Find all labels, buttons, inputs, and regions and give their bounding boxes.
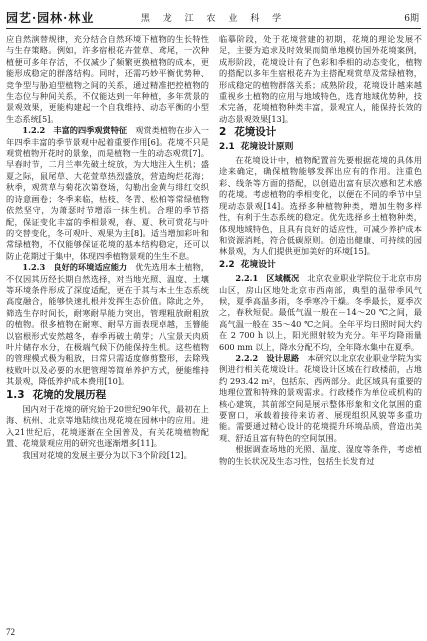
heading-text: 花境设计原则 xyxy=(240,141,294,152)
paragraph-text: 我国对花境的发展主要分为以下3个阶段[12]。 xyxy=(22,449,192,460)
right-heading-1 xyxy=(219,127,422,138)
left-paragraph-4 xyxy=(6,404,209,450)
section-label: 园艺·园林·林业 xyxy=(6,11,95,25)
heading-number: 1.3 xyxy=(6,388,25,401)
left-paragraph-2 xyxy=(6,262,209,387)
heading-text: 花境的发展历程 xyxy=(32,388,107,401)
left-paragraph-0 xyxy=(6,34,209,125)
paragraph-text: 临摹阶段，处于花境营建的初期，花境的理论发展不足，主要为追求及时效果而简单地模仿国外花境案例，成形阶段，花境设计有了色彩和季相的动态变化，植物的搭配以多年生宿根花卉为主搭配观赏草及常绿植物，形成稳定的植物群落关系；成熟阶段，花境设计越来越重视乡土植物的应用与地域特色，选育地域优势种，技术完备，花境植物种类丰富，景观宜人，能保持长效的动态景观效果[13]。 xyxy=(219,34,422,124)
subsection-heading: 2.2.1 区域概况 xyxy=(235,273,300,284)
journal-title: 黑 龙 江 农 业 科 学 xyxy=(140,14,287,24)
paragraph-text: 在花境设计中，植物配置首先要根据花境的具体用途来确定，确保植物能够发挥出应有的作用。注重色彩、线条等方面的搭配，以创造出富有层次感和艺术感的花境。考虑植物的季相变化，以便在不同的季节中呈现动态景观[14]。选择多种植物种类，增加生物多样性，有利于生态系统的稳定。优先选择乡土植物种类，体现地域特色，且具有良好的适应性，可减少养护成本和资源消耗，符合低碳原则。创造出健康、可持续的园林景观，为人们提供更加美好的环境[15]。 xyxy=(219,155,422,257)
page-number: 72 xyxy=(6,627,15,637)
subsection-heading: 1.2.3 良好的环境适应能力 xyxy=(22,262,128,273)
right-heading-4 xyxy=(219,260,422,271)
heading-text: 花境设计 xyxy=(234,126,277,139)
right-paragraph-6 xyxy=(219,353,422,444)
right-column xyxy=(219,34,422,467)
paragraph-text: 应自然演替规律，充分结合自然环境下植物的生长特性与生存策略。例如，许多宿根花卉萱草、鸢尾，一次种植便可多年存活，不仅减少了频繁更换植物的成本，更能形成稳定的群落结构。同时，还需巧妙平衡优势种、竞争型与胁迫型植物之间的关系，通过精准把控植物的生态位与种间关系，不仅能达到一年种植，多年赏景的景观效果，更能构建起一个自我维持、动态平衡的小型生态系统[5]。 xyxy=(6,34,209,124)
running-header xyxy=(6,8,421,29)
paragraph-text: 根据调查场地的光照、温度、湿度等条件，考虑植物的生长状况及生态习性，包括生长发育过 xyxy=(219,444,422,466)
right-paragraph-0 xyxy=(219,34,422,125)
left-heading-3 xyxy=(6,390,209,401)
left-column xyxy=(6,34,209,461)
paragraph-text: 本研究以北京农业职业学院为实例进行相关花境设计。花境设计区域在行政楼前，占地约 293.42 m²，包括东、西两部分。此区域具有重要的地理位置和特殊的景观需求。行政楼作为单位或机构的核心建筑，其前部空间是展示整体形象和文化氛围的重要窗口，承载着接待来访者、展现组织风貌等多重功能。需要通过精心设计的花境提升环境品质，营造出美观、舒适且富有特色的空间氛围。 xyxy=(219,352,422,443)
right-heading-2 xyxy=(219,142,422,153)
paragraph-text: 国内对于花境的研究始于20世纪90年代，最初在上海、杭州、北京等地陆续出现花境在园林中的应用。进入21世纪后，花境逐渐在全国普及，有关花境植物配置、花境景观应用的研究也逐渐增多[11]。 xyxy=(6,404,209,449)
heading-number: 2 xyxy=(219,126,227,139)
heading-text: 花境设计 xyxy=(240,259,276,270)
paragraph-text: 观赏类植物在步入一年四季丰富的季节景观中起着重要作用[6]。花境不只是观赏植物开花时的景象，而是植物一生的动态观赏[7]。早春时节，二月兰率先破土绽放，为大地注入生机；盛夏之际，鼠尾草、大花萱草热烈盛放，营造绚烂花海；秋季，观赏草与菊花次第登场，勾勒出金黄与绯红交织的诗意画卷；冬季来临，枯枝、冬青、松柏等常绿植物依然坚守，为萧瑟时节增添一抹生机。合理的季节搭配，保证变化丰富的季相景观，春、夏、秋可赏花与叶的交替变化，冬可观叶、观果为主[8]。适当增加彩叶和常绿植物，不仅能够保证花境的基本结构稳定，还可以防止花期过于集中，体现四季植物景观的生生不息。 xyxy=(6,125,209,261)
subsection-heading: 1.2.2 丰富的四季观赏特征 xyxy=(22,125,128,136)
heading-number: 2.2 xyxy=(219,259,235,270)
subsection-heading: 2.2.2 设计思路 xyxy=(235,352,300,363)
heading-number: 2.1 xyxy=(219,141,235,152)
right-paragraph-3 xyxy=(219,155,422,258)
left-paragraph-5 xyxy=(6,450,209,461)
left-paragraph-1 xyxy=(6,125,209,262)
issue-label: 6期 xyxy=(404,14,419,24)
paragraph-text: 优先选用本土植物，不仅因其历经长期自然选择，对当地光照、温度、土壤等环境条件形成了深度适配，更在于其与本土生态系统高度融合，能够快速扎根并发挥生态价值。除此之外，筛选生存时间长，耐寒耐旱能力突出，管理粗放耐粗放的植物。很多植物在耐寒、耐旱方面表现卓越，玉簪能以宿根形式安然越冬，春季再破土萌芽；八宝景天肉质叶片储存水分，在极端气候下仍能保持生机。这些植物的管理模式极为粗放，日常只需适度修剪整形，去除残枝败叶以及必要的水肥管理等简单养护方式，便能维持其景观，降低养护成本费用[10]。 xyxy=(6,262,209,387)
right-paragraph-5 xyxy=(219,273,422,353)
right-paragraph-7 xyxy=(219,444,422,467)
paragraph-text: 北京农业职业学院位于北京市房山区，房山区地处北京市西南部，典型的温带季风气候，夏季高温多雨，冬季寒冷干燥。冬季最长，夏季次之，春秋短促。最低气温一般在－14～20 ℃之间，最高气温一般在 35～40 ℃之间。全年平均日照时间大约在 2 700 h 以上，阳光照射较为充分。年平均降雨量 600 mm 以上，降水分配不均，全年降水集中在夏季。 xyxy=(219,273,422,352)
